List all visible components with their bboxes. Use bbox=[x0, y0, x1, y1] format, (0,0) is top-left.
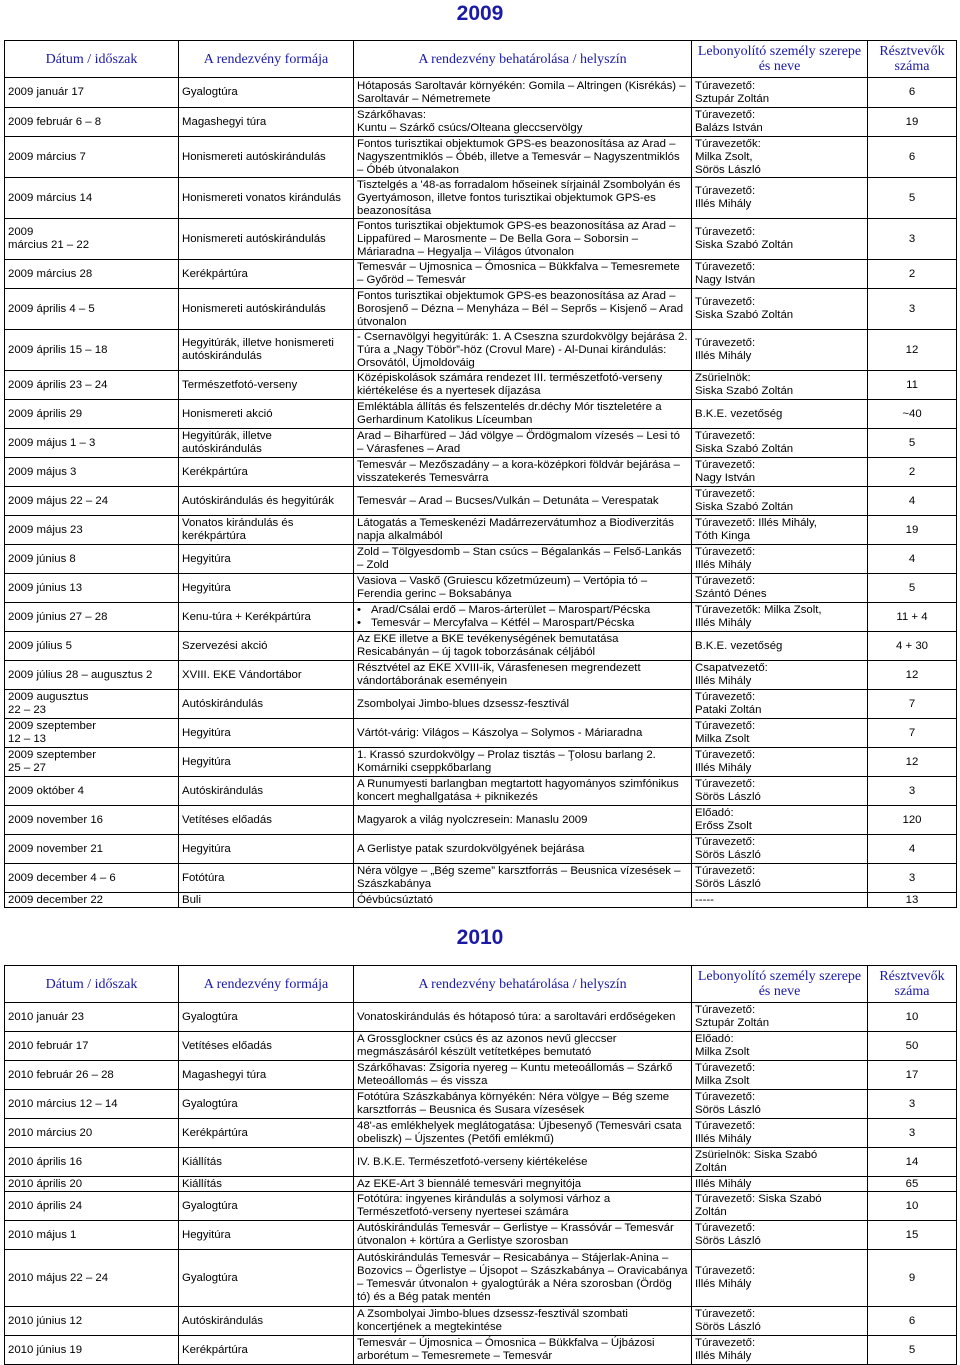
organizer-cell: Túravezető: Illés Mihály bbox=[692, 1119, 868, 1148]
form-cell: Buli bbox=[179, 893, 354, 908]
participants-cell: 14 bbox=[868, 1148, 957, 1177]
date-cell: 2009 április 15 – 18 bbox=[5, 330, 179, 371]
table-row bbox=[5, 219, 957, 260]
header-leader: Lebonyolító személy szerepe és neve bbox=[692, 41, 868, 78]
date-cell: 2009 február 6 – 8 bbox=[5, 108, 179, 137]
header-count: Résztvevők száma bbox=[868, 966, 957, 1003]
events-table-2009 bbox=[4, 40, 957, 908]
header-count: Résztvevők száma bbox=[868, 41, 957, 78]
description-cell: Szárkőhavas: Kuntu – Szárkő csúcs/Olteana gleccservölgy bbox=[354, 108, 692, 137]
participants-cell: 2 bbox=[868, 458, 957, 487]
participants-cell: 3 bbox=[868, 1119, 957, 1148]
date-cell: 2009 december 22 bbox=[5, 893, 179, 908]
date-cell: 2009 október 4 bbox=[5, 777, 179, 806]
participants-cell: 12 bbox=[868, 330, 957, 371]
table-row bbox=[5, 719, 957, 748]
table-row bbox=[5, 1061, 957, 1090]
description-cell: Hótaposás Saroltavár környékén: Gomila – Altringen (Kisrékás) – Saroltavár – Németremete bbox=[354, 78, 692, 108]
description-cell: Középiskolások számára rendezet III. természetfotó-verseny kiértékelése és a nyertesek díjazása bbox=[354, 371, 692, 400]
form-cell: Magashegyi túra bbox=[179, 1061, 354, 1090]
description-cell: Résztvétel az EKE XVIII-ik, Várasfenesen megrendezett vándortáborának eseményein bbox=[354, 661, 692, 690]
form-cell: Honismereti vonatos kirándulás bbox=[179, 178, 354, 219]
form-cell: Hegyitúrák, illetve autóskirándulás bbox=[179, 429, 354, 458]
participants-cell: 9 bbox=[868, 1250, 957, 1307]
participants-cell: 13 bbox=[868, 893, 957, 908]
form-cell: Gyalogtúra bbox=[179, 1003, 354, 1032]
description-cell: A Runumyesti barlangban megtartott hagyományos szimfónikus koncert meghallgatása + piknikezés bbox=[354, 777, 692, 806]
form-cell: Autóskirándulás bbox=[179, 1307, 354, 1336]
organizer-cell: Előadó: Erőss Zsolt bbox=[692, 806, 868, 835]
events-table-2010 bbox=[4, 965, 957, 1365]
form-cell: Természetfotó-verseny bbox=[179, 371, 354, 400]
date-cell: 2010 április 20 bbox=[5, 1177, 179, 1192]
participants-cell: 12 bbox=[868, 748, 957, 777]
form-cell: Honismereti akció bbox=[179, 400, 354, 429]
table-row bbox=[5, 371, 957, 400]
organizer-cell: Túravezető: Sörös László bbox=[692, 1307, 868, 1336]
description-cell: Fontos turisztikai objektumok GPS-es beazonosítása az Arad – Lippafüred – Marosmente – De Bella Gora – Soborsin – Máriaradna – Hegyalja – Világos útvonalon bbox=[354, 219, 692, 260]
description-cell: Temesvár – Ujmosnica – Ómosnica – Bükkfalva – Temesremete – Győröd – Temesvár bbox=[354, 260, 692, 289]
form-cell: Vetítéses előadás bbox=[179, 1032, 354, 1061]
table-header-row bbox=[5, 41, 957, 78]
participants-cell: 5 bbox=[868, 574, 957, 603]
table-row bbox=[5, 108, 957, 137]
organizer-cell: Túravezetők: Milka Zsolt, Illés Mihály bbox=[692, 603, 868, 632]
date-cell: 2010 április 24 bbox=[5, 1192, 179, 1221]
participants-cell: 6 bbox=[868, 1307, 957, 1336]
date-cell: 2010 május 1 bbox=[5, 1221, 179, 1250]
date-cell: 2009 június 8 bbox=[5, 545, 179, 574]
description-cell bbox=[354, 603, 692, 632]
table-row bbox=[5, 632, 957, 661]
table-row bbox=[5, 806, 957, 835]
table-row bbox=[5, 458, 957, 487]
description-cell: Temesvár – Arad – Bucses/Vulkán – Detunáta – Verespatak bbox=[354, 487, 692, 516]
form-cell: XVIII. EKE Vándortábor bbox=[179, 661, 354, 690]
date-cell: 2010 március 20 bbox=[5, 1119, 179, 1148]
table-row bbox=[5, 260, 957, 289]
form-cell: Hegyitúra bbox=[179, 545, 354, 574]
form-cell: Honismereti autóskirándulás bbox=[179, 137, 354, 178]
table-body bbox=[5, 1003, 957, 1365]
organizer-cell: Előadó: Milka Zsolt bbox=[692, 1032, 868, 1061]
organizer-cell: Túravezető: Sörös László bbox=[692, 864, 868, 893]
date-cell: 2010 január 23 bbox=[5, 1003, 179, 1032]
header-date: Dátum / időszak bbox=[5, 41, 179, 78]
form-cell: Kerékpártúra bbox=[179, 260, 354, 289]
date-cell: 2010 június 19 bbox=[5, 1336, 179, 1365]
organizer-cell: Túravezető: Sztupár Zoltán bbox=[692, 78, 868, 108]
date-cell: 2009 július 5 bbox=[5, 632, 179, 661]
form-cell: Hegyitúra bbox=[179, 748, 354, 777]
description-cell: Vártót-várig: Világos – Kászolya – Solymos - Máriaradna bbox=[354, 719, 692, 748]
participants-cell: 4 bbox=[868, 545, 957, 574]
form-cell: Hegyitúrák, illetve honismereti autóskirándulás bbox=[179, 330, 354, 371]
organizer-cell: Csapatvezető: Illés Mihály bbox=[692, 661, 868, 690]
date-cell: 2009 augusztus 22 – 23 bbox=[5, 690, 179, 719]
table-row bbox=[5, 1221, 957, 1250]
participants-cell: 6 bbox=[868, 78, 957, 108]
description-cell: Szárkőhavas: Zsigoria nyereg – Kuntu meteoállomás – Szárkő Meteoállomás – és vissza bbox=[354, 1061, 692, 1090]
table-row bbox=[5, 429, 957, 458]
description-cell: Tisztelgés a '48-as forradalom hőseinek sírjainál Zsombolyán és Gyertyámoson, illetve fontos turisztikai objektumok GPS-es beazonosítása bbox=[354, 178, 692, 219]
description-cell: Vonatoskirándulás és hótaposó túra: a saroltavári erdőségeken bbox=[354, 1003, 692, 1032]
date-cell: 2009 március 14 bbox=[5, 178, 179, 219]
organizer-cell: Túravezető: Milka Zsolt bbox=[692, 719, 868, 748]
organizer-cell: Túravezető: Sörös László bbox=[692, 1090, 868, 1119]
participants-cell: 65 bbox=[868, 1177, 957, 1192]
form-cell: Kerékpártúra bbox=[179, 1336, 354, 1365]
description-cell: - Csernavölgyi hegyitúrák: 1. A Cseszna szurdokvölgy bejárása 2. Túra a „Nagy Töbör”-höz (Crovul Mare) - Al-Dunai kirándulás: Orsovától, Újmoldováig bbox=[354, 330, 692, 371]
table-row bbox=[5, 835, 957, 864]
date-cell: 2010 február 26 – 28 bbox=[5, 1061, 179, 1090]
organizer-cell: Túravezető: Sörös László bbox=[692, 1221, 868, 1250]
table-row bbox=[5, 545, 957, 574]
date-cell: 2009 szeptember 25 – 27 bbox=[5, 748, 179, 777]
organizer-cell: Túravezető: Nagy István bbox=[692, 458, 868, 487]
table-body bbox=[5, 78, 957, 908]
description-cell: A Gerlistye patak szurdokvölgyének bejárása bbox=[354, 835, 692, 864]
description-cell: Óévbúcsúztató bbox=[354, 893, 692, 908]
table-row bbox=[5, 1119, 957, 1148]
form-cell: Hegyitúra bbox=[179, 719, 354, 748]
organizer-cell: Túravezető: Illés Mihály bbox=[692, 1250, 868, 1307]
participants-cell: 4 + 30 bbox=[868, 632, 957, 661]
table-row bbox=[5, 178, 957, 219]
description-cell: Autóskirándulás Temesvár – Resicabánya – Stájerlak-Anina – Bozovics – Ögerlistye – Újsopot – Szászkabánya – Oravicabánya – Temesvár útvonalon + gyalogtúrák a Néra szorosban (Ördög tó) és a Bég patak mentén bbox=[354, 1250, 692, 1307]
participants-cell: ~40 bbox=[868, 400, 957, 429]
organizer-cell: Túravezető: Siska Szabó Zoltán bbox=[692, 429, 868, 458]
year-heading-2009: 2009 bbox=[456, 2, 504, 25]
table-row bbox=[5, 1336, 957, 1365]
participants-cell: 4 bbox=[868, 835, 957, 864]
date-cell: 2010 március 12 – 14 bbox=[5, 1090, 179, 1119]
date-cell: 2009 március 7 bbox=[5, 137, 179, 178]
description-cell: Fotótúra: ingyenes kirándulás a solymosi várhoz a Természetfotó-verseny nyertesei számára bbox=[354, 1192, 692, 1221]
header-leader: Lebonyolító személy szerepe és neve bbox=[692, 966, 868, 1003]
table-row bbox=[5, 137, 957, 178]
organizer-cell: Túravezető: Pataki Zoltán bbox=[692, 690, 868, 719]
organizer-cell: Túravezető: Illés Mihály bbox=[692, 178, 868, 219]
form-cell: Kiállítás bbox=[179, 1177, 354, 1192]
participants-cell: 4 bbox=[868, 487, 957, 516]
table-row bbox=[5, 690, 957, 719]
table-row bbox=[5, 400, 957, 429]
date-cell: 2009 május 23 bbox=[5, 516, 179, 545]
table-row bbox=[5, 777, 957, 806]
table-row bbox=[5, 603, 957, 632]
header-form: A rendezvény formája bbox=[179, 966, 354, 1003]
table-row bbox=[5, 1192, 957, 1221]
date-cell: 2009 május 22 – 24 bbox=[5, 487, 179, 516]
description-cell: Látogatás a Temeskenézi Madárrezervátumhoz a Biodiverzitás napja alkalmából bbox=[354, 516, 692, 545]
form-cell: Gyalogtúra bbox=[179, 78, 354, 108]
participants-cell: 7 bbox=[868, 690, 957, 719]
organizer-cell: Túravezető: Milka Zsolt bbox=[692, 1061, 868, 1090]
table-row bbox=[5, 289, 957, 330]
header-place: A rendezvény behatárolása / helyszín bbox=[354, 41, 692, 78]
description-cell: Fotótúra Szászkabánya környékén: Néra völgye – Bég szeme karsztforrás – Beusnica és Susara vízesések bbox=[354, 1090, 692, 1119]
description-cell: Arad – Biharfüred – Jád völgye – Ördögmalom vízesés – Lesi tó – Várasfenes – Arad bbox=[354, 429, 692, 458]
form-cell: Kiállítás bbox=[179, 1148, 354, 1177]
description-cell: A Grossglockner csúcs és az azonos nevű gleccser megmászásáról készült vetítetképes bemutató bbox=[354, 1032, 692, 1061]
table-row bbox=[5, 661, 957, 690]
description-cell: A Zsombolyai Jimbo-blues dzsessz-fesztivál szombati koncertjének a megtekintése bbox=[354, 1307, 692, 1336]
organizer-cell: B.K.E. vezetőség bbox=[692, 632, 868, 661]
organizer-cell: Túravezető: Illés Mihály bbox=[692, 545, 868, 574]
description-cell: 1. Krassó szurdokvölgy – Prolaz tisztás – Ţolosu barlang 2. Komárniki cseppkőbarlang bbox=[354, 748, 692, 777]
table-row bbox=[5, 1148, 957, 1177]
participants-cell: 120 bbox=[868, 806, 957, 835]
participants-cell: 2 bbox=[868, 260, 957, 289]
organizer-cell: Zsürielnök: Siska Szabó Zoltán bbox=[692, 371, 868, 400]
participants-cell: 10 bbox=[868, 1192, 957, 1221]
participants-cell: 19 bbox=[868, 516, 957, 545]
date-cell: 2009 január 17 bbox=[5, 78, 179, 108]
date-cell: 2010 február 17 bbox=[5, 1032, 179, 1061]
organizer-cell: Túravezető: Nagy István bbox=[692, 260, 868, 289]
date-cell: 2009 november 16 bbox=[5, 806, 179, 835]
table-row bbox=[5, 1307, 957, 1336]
table-row bbox=[5, 1003, 957, 1032]
table-row bbox=[5, 330, 957, 371]
form-cell: Hegyitúra bbox=[179, 835, 354, 864]
organizer-cell: Túravezető: Illés Mihály bbox=[692, 1336, 868, 1365]
organizer-cell: Túravezető: Balázs István bbox=[692, 108, 868, 137]
participants-cell: 10 bbox=[868, 1003, 957, 1032]
organizer-cell: Túravezető: Illés Mihály, Tóth Kinga bbox=[692, 516, 868, 545]
description-cell: Zsombolyai Jimbo-blues dzsessz-fesztivál bbox=[354, 690, 692, 719]
date-cell: 2009 május 1 – 3 bbox=[5, 429, 179, 458]
form-cell: Autóskirándulás és hegyitúrák bbox=[179, 487, 354, 516]
description-cell: 48'-as emlékhelyek meglátogatása: Újbesenyő (Temesvári csata obeliszk) – Újszentes (Petőfi emlékmű) bbox=[354, 1119, 692, 1148]
description-cell: Magyarok a világ nyolczresein: Manaslu 2009 bbox=[354, 806, 692, 835]
date-cell: 2009 március 28 bbox=[5, 260, 179, 289]
date-cell: 2009 december 4 – 6 bbox=[5, 864, 179, 893]
table-row bbox=[5, 864, 957, 893]
table-row bbox=[5, 893, 957, 908]
participants-cell: 3 bbox=[868, 219, 957, 260]
date-cell: 2009 április 29 bbox=[5, 400, 179, 429]
organizer-cell: Túravezető: Szántó Dénes bbox=[692, 574, 868, 603]
table-row bbox=[5, 78, 957, 108]
organizer-cell: ----- bbox=[692, 893, 868, 908]
organizer-cell: Túravezető: Sztupár Zoltán bbox=[692, 1003, 868, 1032]
date-cell: 2010 április 16 bbox=[5, 1148, 179, 1177]
participants-cell: 50 bbox=[868, 1032, 957, 1061]
participants-cell: 19 bbox=[868, 108, 957, 137]
table-row bbox=[5, 516, 957, 545]
date-cell: 2009 április 4 – 5 bbox=[5, 289, 179, 330]
date-cell: 2009 május 3 bbox=[5, 458, 179, 487]
form-cell: Kerékpártúra bbox=[179, 1119, 354, 1148]
participants-cell: 5 bbox=[868, 429, 957, 458]
description-bullet-item: • Arad/Csálai erdő – Maros-árterület – Marospart/Pécska bbox=[357, 604, 688, 617]
date-cell: 2009 június 13 bbox=[5, 574, 179, 603]
organizer-cell: Túravezető: Illés Mihály bbox=[692, 748, 868, 777]
date-cell: 2009 szeptember 12 – 13 bbox=[5, 719, 179, 748]
form-cell: Gyalogtúra bbox=[179, 1250, 354, 1307]
organizer-cell: Túravezető: Siska Szabó Zoltán bbox=[692, 219, 868, 260]
table-row bbox=[5, 1250, 957, 1307]
organizer-cell: Túravezető: Sörös László bbox=[692, 835, 868, 864]
description-bullet-item: • Temesvár – Mercyfalva – Kétfél – Marospart/Pécska bbox=[357, 617, 688, 630]
participants-cell: 7 bbox=[868, 719, 957, 748]
year-heading-2010: 2010 bbox=[456, 926, 504, 949]
participants-cell: 3 bbox=[868, 289, 957, 330]
organizer-cell: Túravezető: Siska Szabó Zoltán bbox=[692, 487, 868, 516]
form-cell: Szervezési akció bbox=[179, 632, 354, 661]
table-row bbox=[5, 748, 957, 777]
participants-cell: 5 bbox=[868, 1336, 957, 1365]
table-header-row bbox=[5, 966, 957, 1003]
description-cell: Vasiova – Vaskő (Gruiescu kőzetmúzeum) – Vertópia tó – Ferendia gerinc – Boksabánya bbox=[354, 574, 692, 603]
participants-cell: 17 bbox=[868, 1061, 957, 1090]
form-cell: Hegyitúra bbox=[179, 574, 354, 603]
date-cell: 2010 május 22 – 24 bbox=[5, 1250, 179, 1307]
form-cell: Fotótúra bbox=[179, 864, 354, 893]
organizer-cell: Túravezető: Sörös László bbox=[692, 777, 868, 806]
participants-cell: 6 bbox=[868, 137, 957, 178]
header-place: A rendezvény behatárolása / helyszín bbox=[354, 966, 692, 1003]
form-cell: Vetítéses előadás bbox=[179, 806, 354, 835]
form-cell: Honismereti autóskirándulás bbox=[179, 219, 354, 260]
table-row bbox=[5, 1177, 957, 1192]
form-cell: Magashegyi túra bbox=[179, 108, 354, 137]
participants-cell: 15 bbox=[868, 1221, 957, 1250]
form-cell: Vonatos kirándulás és kerékpártúra bbox=[179, 516, 354, 545]
participants-cell: 11 + 4 bbox=[868, 603, 957, 632]
date-cell: 2010 június 12 bbox=[5, 1307, 179, 1336]
form-cell: Gyalogtúra bbox=[179, 1090, 354, 1119]
organizer-cell: Túravezető: Siska Szabó Zoltán bbox=[692, 289, 868, 330]
table-row bbox=[5, 574, 957, 603]
date-cell: 2009 július 28 – augusztus 2 bbox=[5, 661, 179, 690]
organizer-cell: Túravezetők: Milka Zsolt, Sörös László bbox=[692, 137, 868, 178]
description-cell: Temesvár – Újmosnica – Ómosnica – Bükkfalva – Újbázosi arborétum – Temesremete – Temesvár bbox=[354, 1336, 692, 1365]
form-cell: Honismereti autóskirándulás bbox=[179, 289, 354, 330]
organizer-cell: Illés Mihály bbox=[692, 1177, 868, 1192]
date-cell: 2009 november 21 bbox=[5, 835, 179, 864]
form-cell: Autóskirándulás bbox=[179, 777, 354, 806]
organizer-cell: Túravezető: Siska Szabó Zoltán bbox=[692, 1192, 868, 1221]
description-cell: Temesvár – Mezőszadány – a kora-középkori földvár bejárása – visszatekerés Temesvárra bbox=[354, 458, 692, 487]
form-cell: Kerékpártúra bbox=[179, 458, 354, 487]
description-cell: Az EKE illetve a BKE tevékenységének bemutatása Resicabányán – új tagok toborzásának céljából bbox=[354, 632, 692, 661]
organizer-cell: B.K.E. vezetőség bbox=[692, 400, 868, 429]
table-row bbox=[5, 1032, 957, 1061]
form-cell: Gyalogtúra bbox=[179, 1192, 354, 1221]
table-row bbox=[5, 487, 957, 516]
participants-cell: 11 bbox=[868, 371, 957, 400]
participants-cell: 5 bbox=[868, 178, 957, 219]
participants-cell: 3 bbox=[868, 777, 957, 806]
description-cell: Emléktábla állítás és felszentelés dr.déchy Mór tiszteletére a Gerhardinum Katolikus Líceumban bbox=[354, 400, 692, 429]
description-cell: Az EKE-Art 3 biennálé temesvári megnyitója bbox=[354, 1177, 692, 1192]
participants-cell: 3 bbox=[868, 1090, 957, 1119]
date-cell: 2009 április 23 – 24 bbox=[5, 371, 179, 400]
form-cell: Autóskirándulás bbox=[179, 690, 354, 719]
table-row bbox=[5, 1090, 957, 1119]
participants-cell: 12 bbox=[868, 661, 957, 690]
organizer-cell: Zsürielnök: Siska Szabó Zoltán bbox=[692, 1148, 868, 1177]
form-cell: Hegyitúra bbox=[179, 1221, 354, 1250]
description-cell: Fontos turisztikai objektumok GPS-es beazonosítása az Arad – Nagyszentmiklós – Óbéb, illetve a Temesvár – Nagyszentmiklós – Óbéb útvonalakon bbox=[354, 137, 692, 178]
description-cell: Autóskirándulás Temesvár – Gerlistye – Krassóvár – Temesvár útvonalon + körtúra a Gerlistye szorosban bbox=[354, 1221, 692, 1250]
description-cell: Zold – Tölgyesdomb – Stan csúcs – Bégalankás – Felső-Lankás – Zold bbox=[354, 545, 692, 574]
participants-cell: 3 bbox=[868, 864, 957, 893]
form-cell: Kenu-túra + Kerékpártúra bbox=[179, 603, 354, 632]
date-cell: 2009 június 27 – 28 bbox=[5, 603, 179, 632]
header-form: A rendezvény formája bbox=[179, 41, 354, 78]
date-cell: 2009 március 21 – 22 bbox=[5, 219, 179, 260]
description-cell: Néra völgye – „Bég szeme” karsztforrás – Beusnica vízesések – Szászkabánya bbox=[354, 864, 692, 893]
description-cell: Fontos turisztikai objektumok GPS-es beazonosítása az Arad – Borosjenő – Dézna – Menyháza – Bél – Seprős – Kisjenő – Arad útvonalon bbox=[354, 289, 692, 330]
header-date: Dátum / időszak bbox=[5, 966, 179, 1003]
organizer-cell: Túravezető: Illés Mihály bbox=[692, 330, 868, 371]
description-cell: IV. B.K.E. Természetfotó-verseny kiértékelése bbox=[354, 1148, 692, 1177]
